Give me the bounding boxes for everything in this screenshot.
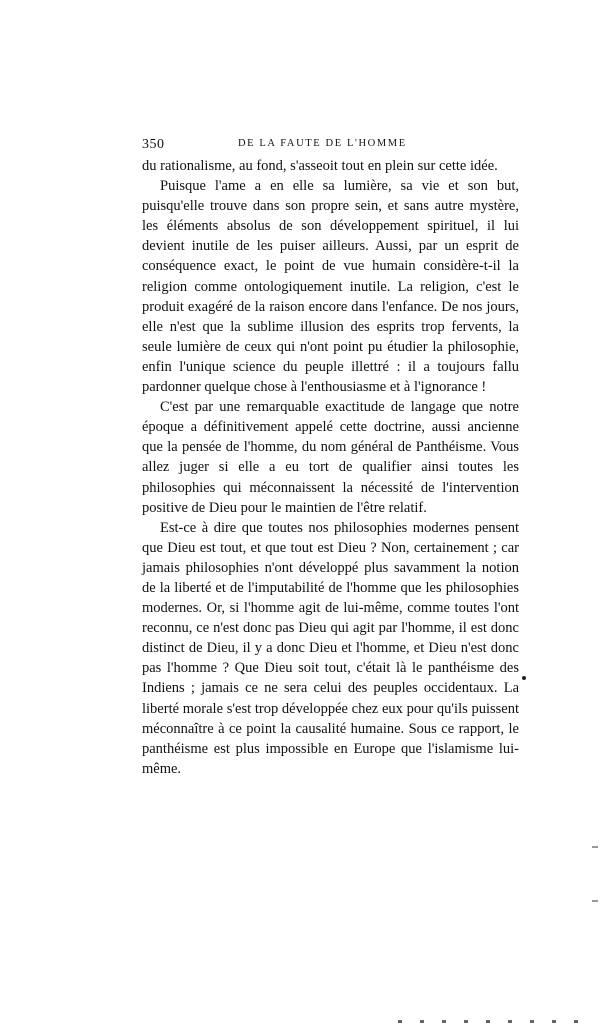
page-number: 350 [142,137,165,152]
paragraph: C'est par une remarquable exactitude de langage que notre époque a définitivement appelé cette doctrine, aussi ancienne que la pensée de l'homme, du nom général de Panthéisme. Vous allez juger si elle a eu tort de qualifier ainsi toutes les philosophies qui méconnaissent la nécessité de l'intervention positive de Dieu pour le maintien de l'être relatif. [142,399,519,516]
scan-bottom-noise [398,1020,588,1023]
running-head: DE LA FAUTE DE L'HOMME [238,138,407,149]
paragraph: Est-ce à dire que toutes nos philosophies modernes pensent que Dieu est tout, et que tout est Dieu ? Non, certainement ; car jamais philosophies n'ont développé plus savamment la notion de la liberté et de l'imputabilité de l'homme que les philosophies modernes. Or, si l'homme agit de lui-même, comme toutes l'ont reconnu, ce n'est donc pas Dieu qui agit par l'homme, il est donc distinct de Dieu, il y a donc Dieu et l'homme, et Dieu n'est donc pas l'homme ? Que Dieu soit tout, c'était là le panthéisme des Indiens ; jamais ce ne sera celui des peuples occidentaux. La liberté morale s'est trop développée chez eux pour qu'ils puissent méconnaître à ce point la causalité humaine. Sous ce rapport, le panthéisme est plus impossible en Europe que l'islamisme lui-même. [142,519,519,777]
body-text [142,156,519,779]
scan-edge-mark [592,900,598,902]
scan-edge-mark [592,846,598,848]
paragraph-continuation: du rationalisme, au fond, s'asseoit tout en plein sur cette idée. [142,158,498,174]
margin-dot [522,676,526,680]
paragraph: Puisque l'ame a en elle sa lumière, sa vie et son but, puisqu'elle trouve dans son propre sein, et sans autre mystère, les éléments absolus de son développement spirituel, il lui devient inutile de les puiser ailleurs. Aussi, par un esprit de conséquence exact, le point de vue humain considère-t-il la religion comme ontologiquement inutile. La religion, c'est le produit exagéré de la raison encore dans l'enfance. De nos jours, elle n'est que la sublime illusion des esprits trop fervents, la seule lumière de ceux qui n'ont point pu étudier la philosophie, enfin l'unique science du peuple illettré : il a toujours fallu pardonner quelque chose à l'enthousiasme et à l'ignorance ! [142,178,519,396]
page-header [142,137,519,153]
